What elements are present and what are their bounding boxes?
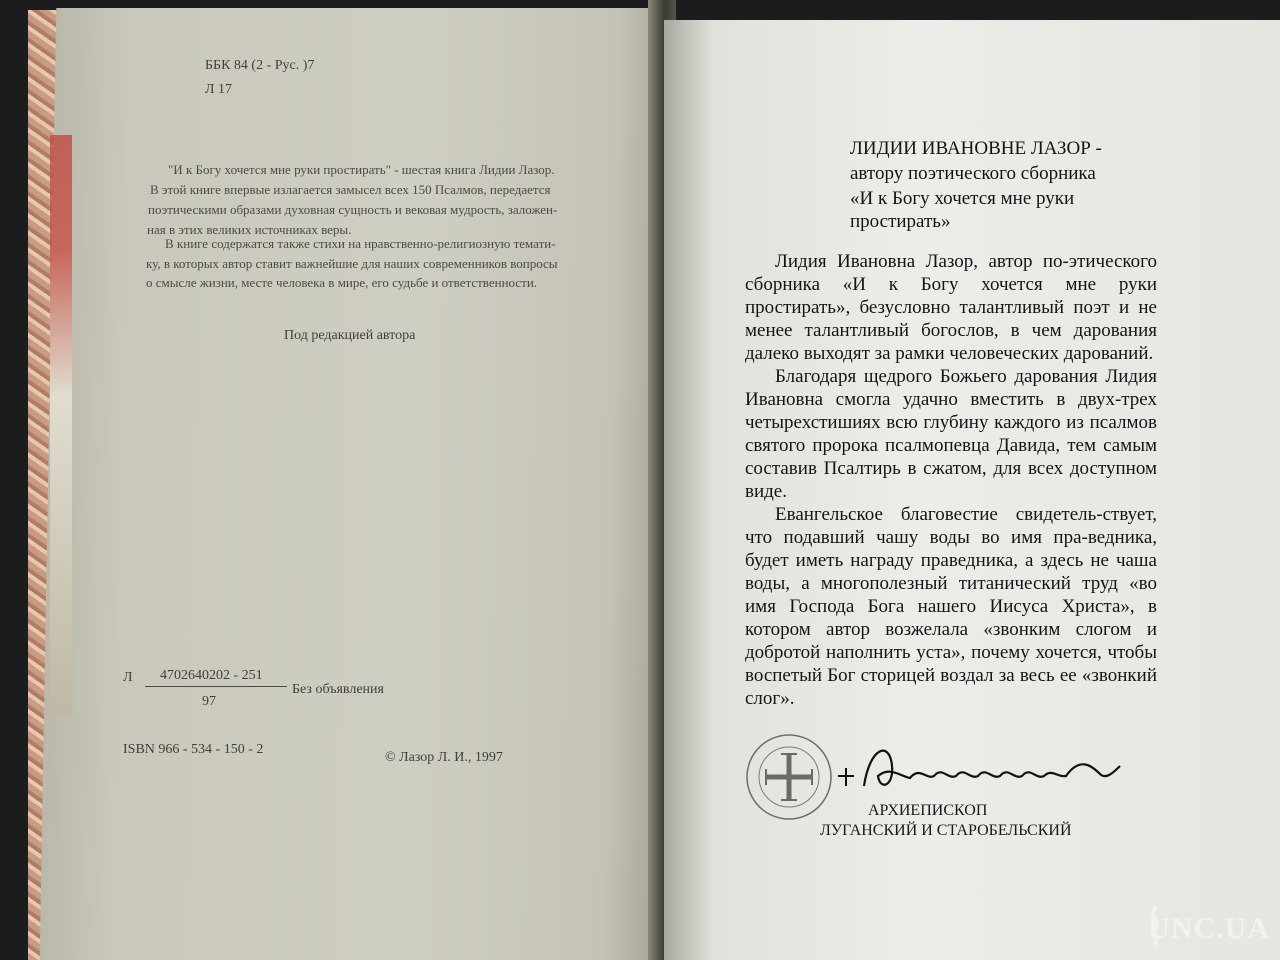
index-number: 4702640202 - 251 bbox=[160, 668, 263, 683]
bbk-code: ББК 84 (2 - Рус. )7 bbox=[205, 58, 315, 73]
foreword-paragraph: Благодаря щедрого Божьего дарования Лидия Ивановна смогла удачно вместить в двух-трех четырехстишиях всю глубину каждого из псалмов святого пророка псалмопевца Давида, тем самым составив Псалтирь в сжатом, для всех доступном виде. bbox=[745, 366, 1157, 502]
no-announcement: Без объявления bbox=[292, 682, 384, 697]
foreword-paragraph: Лидия Ивановна Лазор, автор по-этического сборника «И к Богу хочется мне руки простирать», безусловно талантливый поэт и не менее талантливый богослов, в чем дарования далеко выходят за рамки человеческих дарований. bbox=[745, 251, 1157, 364]
church-seal bbox=[744, 732, 834, 822]
signatory-title: АРХИЕПИСКОП bbox=[868, 802, 988, 819]
index-letter: Л bbox=[123, 670, 133, 685]
isbn: ISBN 966 - 534 - 150 - 2 bbox=[123, 742, 264, 757]
annotation-line: ная в этих великих источниках веры. bbox=[147, 222, 352, 237]
dedication-line: автору поэтического сборника bbox=[850, 163, 1096, 184]
foreword-paragraph: Евангельское благовестие свидетель-ствует, что подавший чашу воды во имя пра-ведника, будет иметь награду праведника, а здесь не чаша воды, а многополезный титанический труд «во имя Господа Бога нашего Иисуса Христа», в котором автор возжелала «звонким слогом и добротой наполнить уста», почему хочется, чтобы воспетый Бог сторицей воздал за весь ее «звонкий слог». bbox=[745, 504, 1157, 709]
annotation-line: В этой книге впервые излагается замысел всех 150 Псалмов, передается bbox=[150, 182, 551, 197]
page-edge-strip bbox=[50, 135, 72, 715]
index-denominator: 97 bbox=[202, 694, 216, 709]
dedication-line: ЛИДИИ ИВАНОВНЕ ЛАЗОР - bbox=[850, 138, 1102, 159]
watermark: UNC.UA bbox=[1148, 912, 1270, 945]
fraction-line bbox=[145, 686, 287, 687]
left-page bbox=[40, 8, 669, 960]
editor-note: Под редакцией автора bbox=[284, 328, 416, 343]
dedication-line: простирать» bbox=[850, 211, 951, 232]
foreword-body bbox=[745, 250, 1157, 710]
copyright: © Лазор Л. И., 1997 bbox=[385, 750, 503, 765]
annotation-line: о смысле жизни, месте человека в мире, его судьбе и ответственности. bbox=[146, 275, 538, 290]
annotation-line: поэтическими образами духовная сущность и вековая мудрость, заложен- bbox=[148, 202, 558, 217]
handwritten-signature bbox=[830, 736, 1130, 806]
annotation-line: ку, в которых автор ставит важнейшие для наших современников вопросы bbox=[146, 256, 558, 271]
signatory-diocese: ЛУГАНСКИЙ И СТАРОБЕЛЬСКИЙ bbox=[820, 822, 1072, 839]
annotation-line: "И к Богу хочется мне руки простирать" - шестая книга Лидии Лазор. bbox=[168, 162, 555, 177]
dedication-line: «И к Богу хочется мне руки bbox=[850, 188, 1075, 209]
annotation-line: В книге содержатся также стихи на нравственно-религиозную темати- bbox=[165, 236, 556, 251]
library-code: Л 17 bbox=[205, 82, 232, 97]
